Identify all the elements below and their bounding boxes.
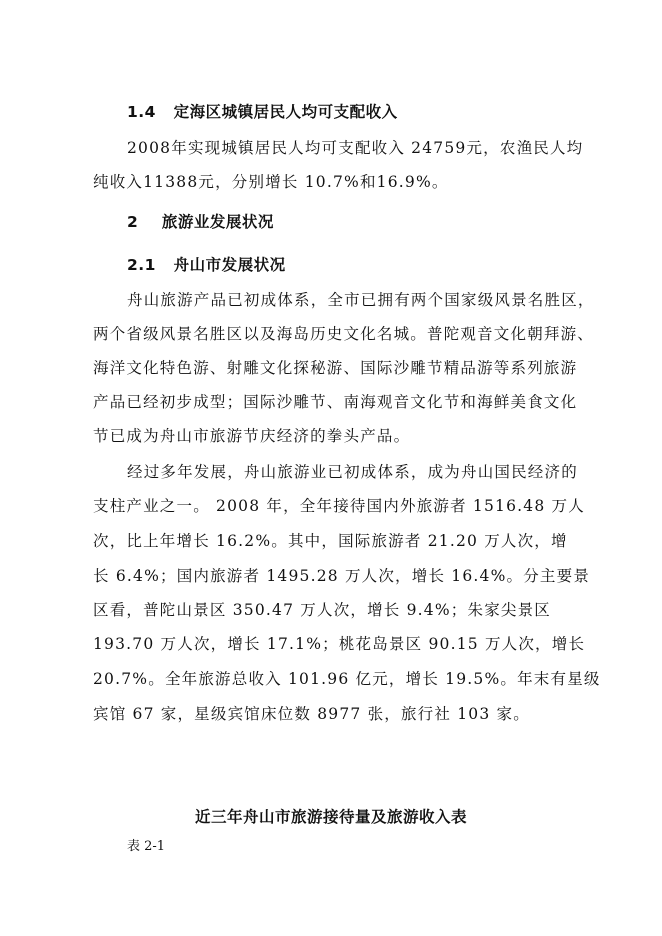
paragraph-1-line-2: 两个省级风景名胜区以及海岛历史文化名城。普陀观音文化朝拜游、 (93, 325, 595, 343)
paragraph-2-line-7: 20.7%。全年旅游总收入 101.96 亿元，增长 19.5%。年末有星级 (93, 670, 601, 688)
paragraph-1-line-1: 舟山旅游产品已初成体系，全市已拥有两个国家级风景名胜区， (127, 291, 595, 309)
section-2-title: 旅游业发展状况 (161, 213, 274, 231)
section-2-1-number: 2.1 (127, 256, 156, 274)
table-label: 表 2-1 (127, 839, 166, 854)
paragraph-2-line-1: 经过多年发展，舟山旅游业已初成体系，成为舟山国民经济的 (127, 463, 578, 481)
table-title: 近三年舟山市旅游接待量及旅游收入表 (194, 808, 467, 826)
section-1-4-line-2: 纯收入11388元，分别增长 10.7%和16.9%。 (93, 173, 449, 191)
section-2-1-title: 舟山市发展状况 (173, 256, 286, 274)
section-2-number: 2 (127, 213, 139, 231)
section-1-4-heading (127, 100, 398, 122)
paragraph-2-line-2: 支柱产业之一。 2008 年，全年接待国内外旅游者 1516.48 万人 (93, 497, 585, 515)
section-2-1-heading (127, 253, 286, 275)
paragraph-2-line-6: 193.70 万人次，增长 17.1%；桃花岛景区 90.15 万人次，增长 (93, 635, 586, 653)
paragraph-2-line-5: 区看，普陀山景区 350.47 万人次，增长 9.4%；朱家尖景区 (93, 601, 551, 619)
section-1-4-title: 定海区城镇居民人均可支配收入 (173, 103, 398, 121)
paragraph-2-line-8: 宾馆 67 家，星级宾馆床位数 8977 张，旅行社 103 家。 (93, 705, 530, 723)
paragraph-2-line-4: 长 6.4%；国内旅游者 1495.28 万人次，增长 16.4%。分主要景 (93, 567, 591, 585)
paragraph-1-line-5: 节已成为舟山市旅游节庆经济的拳头产品。 (93, 427, 411, 445)
paragraph-1-line-3: 海洋文化特色游、射雕文化探秘游、国际沙雕节精品游等系列旅游 (93, 359, 578, 377)
paragraph-1-line-4: 产品已经初步成型；国际沙雕节、南海观音文化节和海鲜美食文化 (93, 393, 578, 411)
section-1-4-line-1: 2008年实现城镇居民人均可支配收入 24759元，农渔民人均 (127, 139, 584, 157)
paragraph-2-line-3: 次，比上年增长 16.2%。其中，国际旅游者 21.20 万人次，增 (93, 532, 568, 550)
section-1-4-number: 1.4 (127, 103, 156, 121)
section-2-heading (127, 210, 274, 232)
